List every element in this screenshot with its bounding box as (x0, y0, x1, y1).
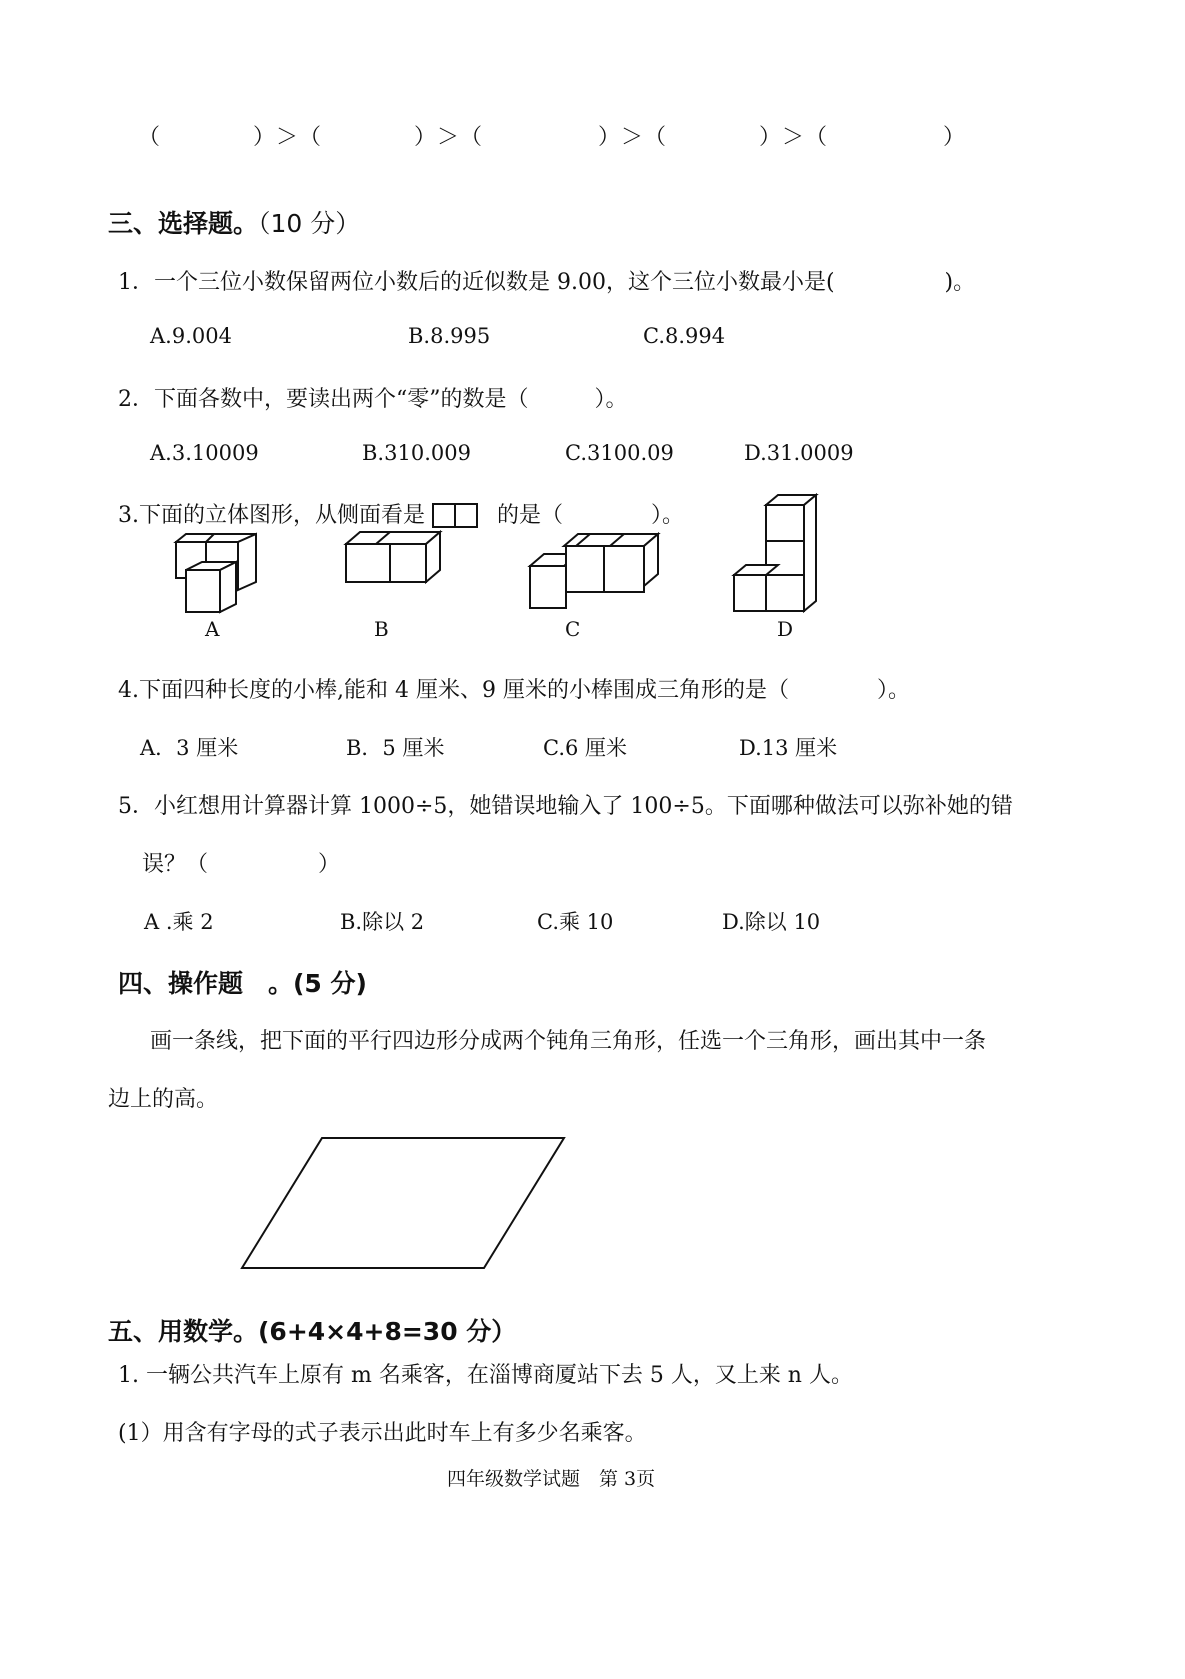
q4-option-a: A．3 厘米 (140, 736, 239, 760)
q2-option-a: A.3.10009 (150, 441, 259, 465)
q5-option-b: B.除以 2 (340, 910, 425, 934)
q4-option-b: B．5 厘米 (346, 736, 445, 760)
q5-text-line2: 误？（ ） (142, 852, 341, 877)
q2-option-c: C.3100.09 (565, 441, 674, 465)
parallelogram-figure[interactable] (238, 1136, 568, 1272)
q1-option-c: C.8.994 (643, 324, 726, 348)
q2-text: 2．下面各数中，要读出两个“零”的数是（ ）。 (118, 387, 628, 412)
q4-text: 4.下面四种长度的小棒,能和 4 厘米、9 厘米的小棒围成三角形的是（ ）。 (118, 678, 910, 703)
q3-figure-d (732, 493, 820, 615)
q3-figure-c (528, 532, 660, 612)
q5-option-a: A .乘 2 (144, 910, 214, 934)
q5-text-line1: 5．小红想用计算器计算 1000÷5，她错误地输入了 100÷5。下面哪种做法可以弥补她的错 (118, 794, 1013, 819)
side-view-icon (432, 503, 480, 529)
q1-text: 1．一个三位小数保留两位小数后的近似数是 9.00，这个三位小数最小是( )。 (118, 270, 976, 295)
q3-figure-a (172, 532, 262, 614)
q3-label-d: D (777, 617, 794, 641)
section5-q1-text: 1. 一辆公共汽车上原有 m 名乘客，在淄博商厦站下去 5 人，又上来 n 人。 (118, 1363, 853, 1388)
section5-title: 五、用数学。(6+4×4+8=30 分） (108, 1317, 517, 1346)
q3-text (118, 498, 684, 529)
section3-title: 三、选择题。 (108, 209, 259, 238)
q1-option-a: A.9.004 (150, 324, 232, 348)
section3-heading (108, 204, 360, 240)
page-footer: 四年级数学试题 第 3页 (447, 1468, 656, 1490)
q4-option-d: D.13 厘米 (739, 736, 838, 760)
section3-score: （10 分） (258, 209, 361, 238)
q3-figure-b (342, 530, 442, 585)
section4-instruction-line1: 画一条线，把下面的平行四边形分成两个钝角三角形，任选一个三角形，画出其中一条 (150, 1029, 987, 1054)
section5-q1-sub1: (1）用含有字母的式子表示出此时车上有多少名乘客。 (118, 1421, 647, 1446)
q5-option-d: D.除以 10 (722, 910, 821, 934)
q2-option-d: D.31.0009 (744, 441, 854, 465)
q3-label-b: B (374, 617, 389, 641)
q3-label-c: C (565, 617, 581, 641)
q3-text-before: 3.下面的立体图形，从侧面看是 (118, 503, 425, 528)
section4-title: 四、操作题 。(5 分) (118, 969, 367, 998)
q2-option-b: B.310.009 (362, 441, 471, 465)
section4-instruction-line2: 边上的高。 (108, 1087, 219, 1112)
q5-option-c: C.乘 10 (537, 910, 614, 934)
q4-option-c: C.6 厘米 (543, 736, 628, 760)
ordering-blanks-row: （ ）＞（ ）＞（ ）＞（ ）＞（ ） (138, 125, 967, 150)
q1-option-b: B.8.995 (408, 324, 491, 348)
q3-text-after: 的是（ ）。 (497, 503, 685, 528)
q3-label-a: A (205, 617, 220, 641)
